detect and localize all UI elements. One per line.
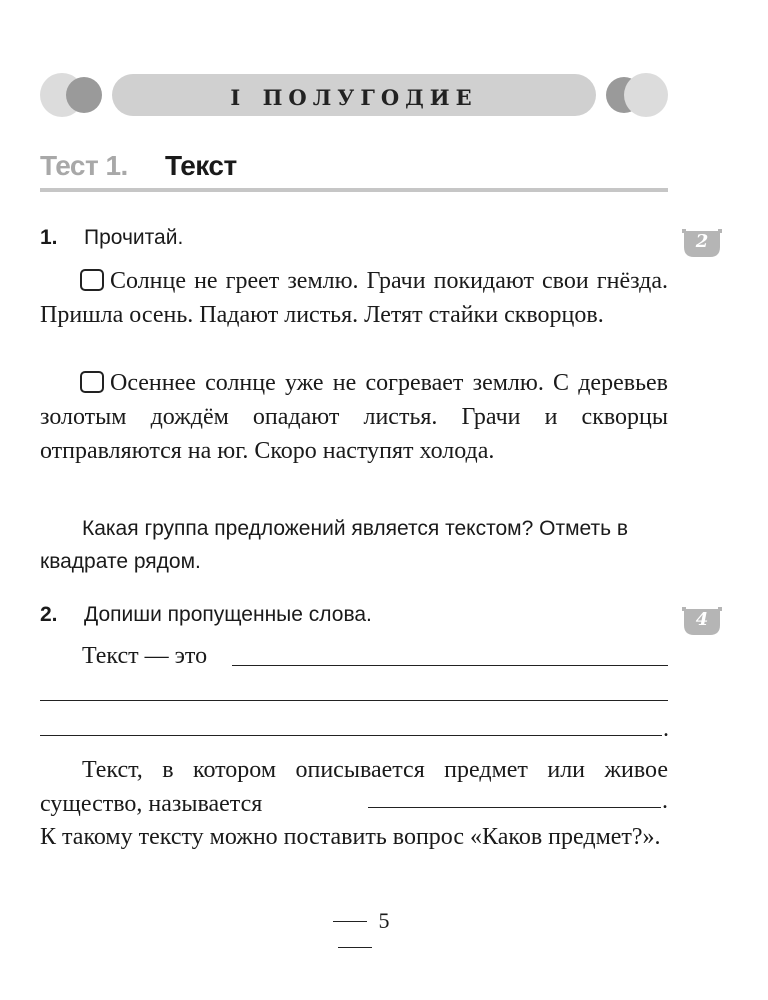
task-2-points-badge [682, 607, 722, 637]
answer-line-3[interactable] [40, 735, 662, 736]
task-1-question-text: Какая группа предложений является текстом? Отметь в квадрате рядом. [40, 517, 629, 573]
task-2-points: 4 [695, 609, 709, 630]
page-dash-left [333, 921, 367, 922]
text-group-1 [40, 264, 668, 332]
task-2-paragraph-end [40, 820, 668, 854]
task-1-points: 2 [695, 231, 709, 252]
task-2-number: 2. [40, 603, 58, 626]
group-1-checkbox[interactable] [80, 269, 104, 291]
test-title: Текст [165, 150, 237, 181]
section-banner-title: i полугодие [230, 77, 478, 113]
task-1-question [40, 512, 668, 578]
answer-line-4-period: . [662, 788, 668, 814]
page-number-text: 5 [378, 908, 390, 933]
text-group-2 [40, 366, 668, 468]
section-banner [112, 74, 596, 116]
task-2-paragraph-start: Текст, в котором описывается предмет или живое существо, называется [40, 757, 668, 817]
banner-left-inner-circle [66, 77, 102, 113]
task-2-instruction: Допиши пропущенные слова. [84, 603, 372, 626]
task-1-points-badge [682, 229, 722, 259]
answer-line-1[interactable] [232, 665, 668, 666]
page-dash-right [338, 947, 372, 948]
group-2-checkbox[interactable] [80, 371, 104, 393]
task-2-paragraph-end-text: К такому тексту можно поставить вопрос «Каков предмет?». [40, 824, 661, 850]
banner-right-outer-circle [624, 73, 668, 117]
definition-prompt: Текст — это [82, 643, 208, 669]
group-1-text: Солнце не греет землю. Грачи покидают свои гнёзда. Пришла осень. Падают листья. Летят стайки скворцов. [40, 268, 668, 328]
group-2-text: Осеннее солнце уже не согревает землю. С деревьев золотым дождём опадают листья. Грачи и скворцы отправляются на юг. Скоро наступят холода. [40, 370, 668, 464]
test-number: Тест 1. [40, 150, 128, 181]
page-number [300, 908, 410, 960]
answer-line-2[interactable] [40, 700, 668, 701]
task-1-instruction: Прочитай. [84, 226, 184, 249]
task-1-number: 1. [40, 226, 58, 249]
task-2-paragraph [40, 753, 668, 821]
title-divider [40, 188, 668, 192]
answer-line-3-period: . [663, 716, 669, 742]
answer-line-4[interactable] [368, 807, 661, 808]
